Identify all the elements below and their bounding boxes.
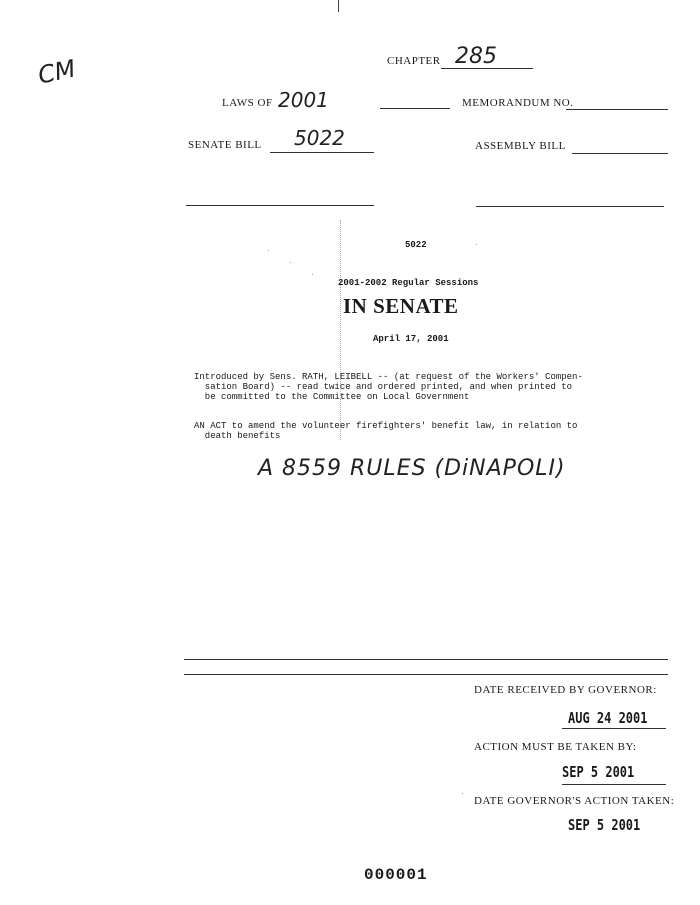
- scan-speck: [290, 262, 291, 263]
- action-taken-stamp: SEP 5 2001: [568, 816, 641, 834]
- action-due-stamp: SEP 5 2001: [562, 763, 635, 781]
- laws-label: LAWS OF: [222, 97, 273, 109]
- separator-line-1: [184, 659, 668, 660]
- laws-underline-short: [380, 108, 450, 109]
- received-underline: [562, 728, 666, 729]
- bill-introduced-line-3: be committed to the Committee on Local Government: [194, 392, 470, 402]
- received-label: DATE RECEIVED BY GOVERNOR:: [474, 684, 657, 696]
- senate-bill-underline: [270, 152, 374, 153]
- memo-underline: [566, 109, 668, 110]
- bill-act-line-2: death benefits: [194, 431, 281, 441]
- scan-speck: [268, 250, 269, 251]
- senate-bill-value: 5022: [294, 126, 345, 150]
- bill-introduced-line-1: Introduced by Sens. RATH, LEIBELL -- (at request of the Workers' Compen-: [194, 372, 583, 382]
- action-due-underline: [562, 784, 666, 785]
- received-stamp: AUG 24 2001: [568, 709, 648, 727]
- blank-line-left: [186, 205, 374, 206]
- memo-label: MEMORANDUM NO.: [462, 97, 574, 109]
- action-due-label: ACTION MUST BE TAKEN BY:: [474, 741, 637, 753]
- chapter-label: CHAPTER: [387, 55, 441, 67]
- laws-value: 2001: [278, 88, 329, 112]
- bill-introduced-line-2: sation Board) -- read twice and ordered printed, and when printed to: [194, 382, 573, 392]
- bill-act-line-1: AN ACT to amend the volunteer firefighters' benefit law, in relation to: [194, 421, 578, 431]
- assembly-bill-label: ASSEMBLY BILL: [475, 140, 566, 152]
- initials-annotation: CM: [35, 54, 78, 90]
- bill-chamber: IN SENATE: [343, 294, 459, 318]
- assembly-bill-underline: [572, 153, 668, 154]
- top-tick: [338, 0, 339, 12]
- scan-speck: [476, 244, 477, 245]
- senate-bill-label: SENATE BILL: [188, 139, 262, 151]
- bill-date: April 17, 2001: [373, 334, 449, 344]
- fold-line: [340, 220, 341, 440]
- bill-session: 2001-2002 Regular Sessions: [338, 278, 479, 288]
- page-number: 000001: [364, 866, 428, 884]
- chapter-underline: [441, 68, 533, 69]
- chapter-value: 285: [455, 44, 497, 69]
- scan-speck: [462, 793, 463, 794]
- blank-line-right: [476, 206, 664, 207]
- action-taken-label: DATE GOVERNOR'S ACTION TAKEN:: [474, 795, 675, 807]
- separator-line-2: [184, 674, 668, 675]
- bill-number: 5022: [405, 240, 427, 250]
- bill-note-annotation: A 8559 RULES (DiNAPOLI): [258, 456, 566, 481]
- scan-speck: [312, 274, 313, 275]
